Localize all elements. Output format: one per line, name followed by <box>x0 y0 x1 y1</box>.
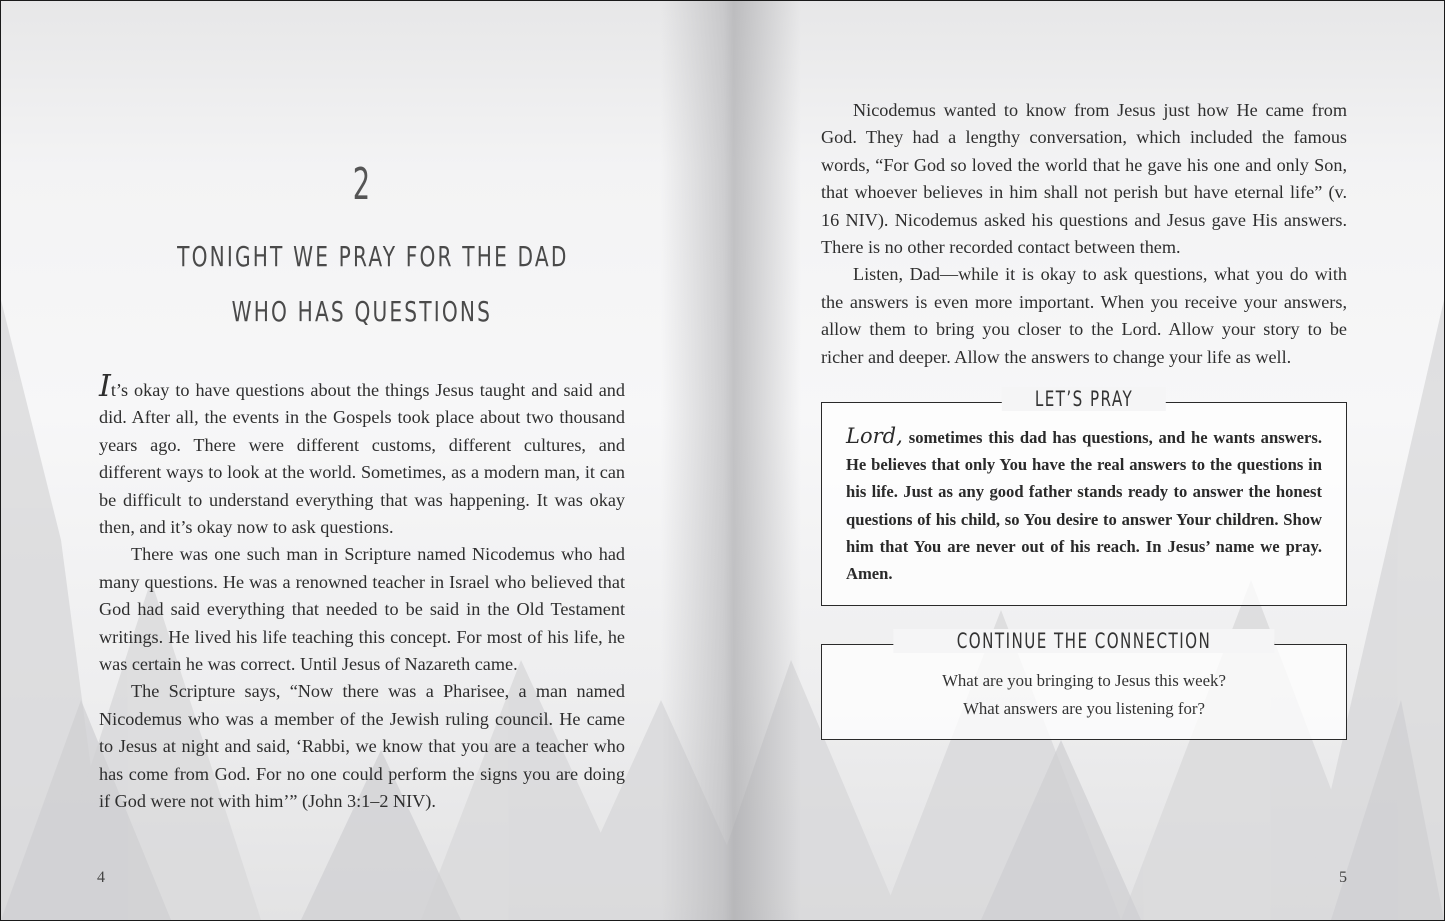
continue-connection-heading <box>893 629 1274 653</box>
prayer-lead-word: Lord, <box>846 424 903 448</box>
paragraph-2: There was one such man in Scripture named Nicodemus who had many questions. He was a renowned teacher in Israel who believed that God had said everything that needed to be said in the Old Testament writings. He lived his life teaching this concept. For most of his life, he was certain he was correct. Until Jesus of Nazareth came. <box>99 544 625 675</box>
paragraph-1-text: t’s okay to have questions about the things Jesus taught and said and did. After all, the events in the Gospels took place about two thousand years ago. There were different customs, different cultures, and different ways to look at the world. Sometimes, as a modern man, it can be difficult to understand everything that was happening. It was okay then, and it’s okay now to ask questions. <box>99 380 625 538</box>
left-body-text <box>99 369 625 816</box>
prayer-body: sometimes this dad has questions, and he wants answers. He believes that only You have the real answers to the questions in his life. Just as any good father stands ready to answer the honest questions of his child, so You desire to answer Your children. Show him that You are never out of his reach. In Jesus’ name we pray. Amen. <box>846 428 1322 584</box>
left-page <box>1 1 723 920</box>
right-body-text <box>821 97 1347 371</box>
continue-connection-box <box>821 629 1347 740</box>
page-number-left: 4 <box>97 869 105 886</box>
paragraph-3: The Scripture says, “Now there was a Pharisee, a man named Nicodemus who was a member of the Jewish ruling council. He came to Jesus at night and said, ‘Rabbi, we know that you are a teacher who has come from God. For no one could perform the signs you are doing if God were not with him’” (John 3:1–2 NIV). <box>99 681 625 812</box>
chapter-title-line-2: WHO HAS QUESTIONS <box>231 295 493 328</box>
lets-pray-box <box>821 387 1347 606</box>
paragraph-4: Nicodemus wanted to know from Jesus just how He came from God. They had a lengthy conversation, which included the famous words, “For God so loved the world that he gave his one and only Son, that whoever believes in him shall not perish but have eternal life” (v. 16 NIV). Nicodemus asked his questions and Jesus gave His answers. There is no other recorded contact between them. <box>821 100 1347 258</box>
lets-pray-heading-text: LET’S PRAY <box>1034 387 1134 411</box>
connection-questions <box>822 667 1346 722</box>
continue-connection-heading-text: CONTINUE THE CONNECTION <box>956 629 1212 653</box>
chapter-number: 2 <box>352 159 372 210</box>
drop-cap: I <box>99 369 111 404</box>
lets-pray-heading <box>1002 387 1166 411</box>
paragraph-5: Listen, Dad—while it is okay to ask questions, what you do with the answers is even more important. When you receive your answers, allow them to bring you closer to the Lord. Allow your story to be richer and deeper. Allow the answers to change your life as well. <box>821 264 1347 367</box>
prayer-text <box>846 423 1322 587</box>
chapter-title <box>101 229 623 339</box>
connection-question-2: What answers are you listening for? <box>963 698 1205 718</box>
page-number-right: 5 <box>1339 869 1347 886</box>
chapter-title-line-1: TONIGHT WE PRAY FOR THE DAD <box>177 240 569 273</box>
connection-question-1: What are you bringing to Jesus this week? <box>942 671 1226 690</box>
paragraph-1 <box>99 369 625 541</box>
